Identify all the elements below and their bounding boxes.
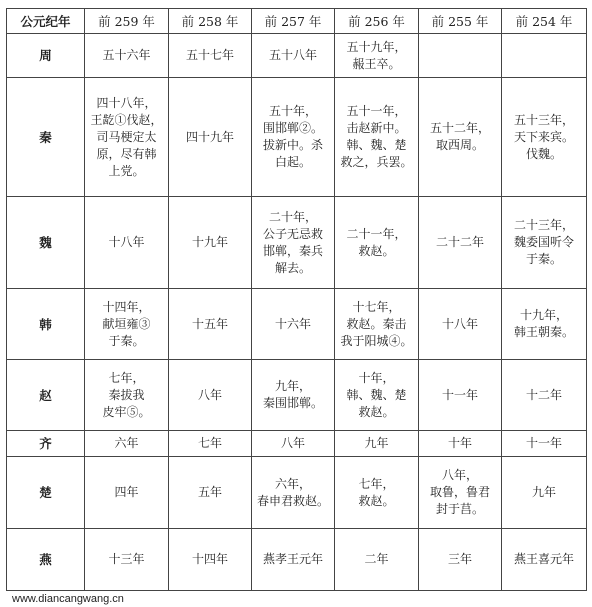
table-row [7,457,587,529]
table-cell: 七年， 救赵。 [335,457,419,529]
state-label: 周 [7,34,85,78]
table-cell: 五十八年 [252,34,335,78]
table-cell: 十一年 [502,431,587,457]
table-cell: 六年， 春申君救赵。 [252,457,335,529]
table-cell: 十五年 [169,289,252,360]
table-row [7,529,587,591]
corner-header: 公元纪年 [7,9,85,34]
table-cell: 二十一年， 救赵。 [335,197,419,289]
table-cell: 四十九年 [169,78,252,197]
table-row [7,78,587,197]
year-header: 前 257 年 [252,9,335,34]
year-header: 前 255 年 [419,9,502,34]
table-cell [419,34,502,78]
table-cell: 十三年 [85,529,169,591]
table-cell: 七年 [169,431,252,457]
table-cell: 十九年， 韩王朝秦。 [502,289,587,360]
table-cell: 燕孝王元年 [252,529,335,591]
table-cell: 十年 [419,431,502,457]
table-cell: 五十三年， 天下来宾。 伐魏。 [502,78,587,197]
table-cell: 九年， 秦围邯郸。 [252,360,335,431]
table-cell: 八年 [252,431,335,457]
state-label: 赵 [7,360,85,431]
state-label: 韩 [7,289,85,360]
table-cell: 十八年 [419,289,502,360]
table-row [7,431,587,457]
table-row [7,34,587,78]
table-cell: 五十六年 [85,34,169,78]
table-cell: 二十三年， 魏委国听令 于秦。 [502,197,587,289]
state-label: 魏 [7,197,85,289]
table-cell: 五十年， 围邯郸②。 拔新中。杀 白起。 [252,78,335,197]
table-cell: 六年 [85,431,169,457]
chronology-table [6,8,587,591]
table-cell: 四年 [85,457,169,529]
table-cell: 燕王喜元年 [502,529,587,591]
year-header: 前 259 年 [85,9,169,34]
table-cell: 十二年 [502,360,587,431]
table-cell [502,34,587,78]
table-cell: 九年 [502,457,587,529]
table-cell: 五十七年 [169,34,252,78]
table-row [7,360,587,431]
table-cell: 二十二年 [419,197,502,289]
table-cell: 九年 [335,431,419,457]
table-cell: 十年， 韩、魏、楚 救赵。 [335,360,419,431]
year-header: 前 258 年 [169,9,252,34]
table-cell: 十九年 [169,197,252,289]
table-cell: 五十二年， 取西周。 [419,78,502,197]
table-cell: 二年 [335,529,419,591]
year-header: 前 256 年 [335,9,419,34]
table-cell: 十六年 [252,289,335,360]
state-label: 秦 [7,78,85,197]
table-row [7,289,587,360]
year-header: 前 254 年 [502,9,587,34]
table-cell: 二十年， 公子无忌救 邯郸，秦兵 解去。 [252,197,335,289]
table-cell: 八年 [169,360,252,431]
table-cell: 十一年 [419,360,502,431]
table-cell: 十八年 [85,197,169,289]
table-cell: 十七年， 救赵。秦击 我于阳城④。 [335,289,419,360]
table-cell: 八年， 取鲁，鲁君 封于莒。 [419,457,502,529]
source-watermark: www.diancangwang.cn [12,593,124,605]
table-cell: 三年 [419,529,502,591]
table-cell: 十四年， 献垣雍③ 于秦。 [85,289,169,360]
state-label: 燕 [7,529,85,591]
header-row [7,9,587,34]
table-cell: 五十九年， 赧王卒。 [335,34,419,78]
table-row [7,197,587,289]
state-label: 齐 [7,431,85,457]
table-cell: 七年， 秦拔我 皮牢⑤。 [85,360,169,431]
table-cell: 十四年 [169,529,252,591]
state-label: 楚 [7,457,85,529]
table-cell: 五十一年， 击赵新中。 韩、魏、楚 救之，兵罢。 [335,78,419,197]
table-cell: 五年 [169,457,252,529]
table-cell: 四十八年， 王龁①伐赵， 司马梗定太 原，尽有韩 上党。 [85,78,169,197]
